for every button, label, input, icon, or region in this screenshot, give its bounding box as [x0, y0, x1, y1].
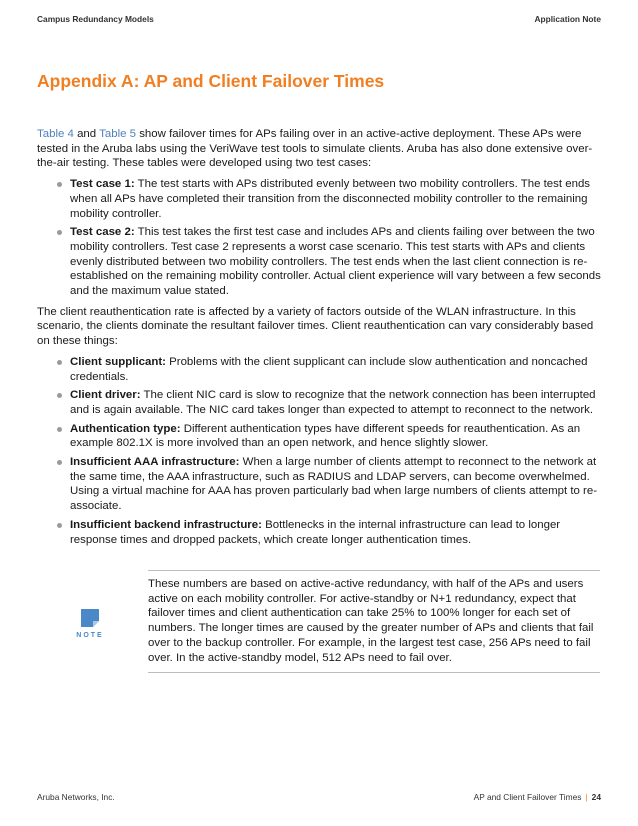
reauth-paragraph: The client reauthentication rate is affected by a variety of factors outside of the WLAN infrastructure. In this scenario, the clients dominate the resultant failover times. Client reauthentication can vary considerably based on these things:: [37, 305, 594, 348]
list-item-term: Insufficient AAA infrastructure:: [70, 456, 240, 469]
list-item: [37, 455, 602, 514]
footer-company: Aruba Networks, Inc.: [37, 792, 115, 802]
list-item-text: When a large number of clients attempt to reconnect to the network at the same time, the AAA infrastructure, such as RADIUS and LDAP servers, can become overwhelmed. Using a virtual machine for AAA has proven particularly bad when large numbers of clients attempt to re-associate.: [70, 456, 598, 513]
list-item-text: This test takes the first test case and includes APs and clients failing over between the two mobility controllers. Test case 2 represents a worst case scenario. This test starts with APs and clients evenly distributed between two mobility controllers. The test ends when the last client connection is re-established on the remaining mobility controller. Actual client experience will vary between a few seconds and the maximum value stated.: [70, 226, 601, 298]
body-content: [37, 127, 602, 553]
list-item-term: Insufficient backend infrastructure:: [70, 518, 262, 531]
list-item-term: Client supplicant:: [70, 355, 166, 368]
list-item-text: The test starts with APs distributed evenly between two mobility controllers. The test ends when all APs have completed their transition from the disconnected mobility controller to the remaining mobility controller.: [70, 178, 591, 220]
list-item-text: Different authentication types have different speeds for reauthentication. As an example 802.1X is more involved than an open network, and hence slightly slower.: [70, 422, 581, 450]
running-footer: [37, 792, 601, 802]
table-5-link[interactable]: Table 5: [99, 128, 137, 140]
list-item: [37, 422, 602, 451]
note-box: [148, 570, 600, 673]
list-item: [37, 225, 602, 299]
footer-section-title: AP and Client Failover Times: [473, 792, 582, 802]
list-item-term: Authentication type:: [70, 422, 181, 435]
intro-text: show failover times for APs failing over in an active-active deployment. These APs were tested in the Aruba labs using the VeriWave test tools to simulate clients. Aruba has also done extensive over-the-air testing. These tables were developed using two test cases:: [37, 128, 593, 170]
intro-and: and: [73, 128, 100, 140]
note-icon: [79, 607, 101, 629]
list-item: [37, 177, 602, 221]
list-item-term: Client driver:: [70, 389, 141, 402]
factor-list: [37, 355, 602, 547]
list-item-text: Problems with the client supplicant can include slow authentication and noncached credentials.: [70, 355, 588, 383]
list-item: [37, 355, 602, 384]
note-label: NOTE: [76, 632, 104, 639]
page-number: 24: [591, 792, 601, 802]
list-item: [37, 518, 602, 547]
footer-separator: |: [585, 792, 588, 802]
list-item-text: Bottlenecks in the internal infrastructure can lead to longer response times and dropped packets, which create longer authentication times.: [70, 518, 561, 546]
intro-paragraph: [37, 127, 602, 171]
header-doc-title: Campus Redundancy Models: [37, 14, 154, 24]
list-item: [37, 388, 602, 417]
header-doc-type: Application Note: [534, 14, 601, 24]
running-header: [37, 14, 601, 24]
note-badge: [70, 607, 110, 639]
list-item-text: The client NIC card is slow to recognize that the network connection has been interrupted and is again available. The NIC card takes longer than expected to attempt to reconnect to the network.: [70, 389, 596, 416]
list-item-term: Test case 1:: [70, 178, 135, 191]
page-title: Appendix A: AP and Client Failover Times: [37, 71, 385, 91]
footer-right: [474, 792, 601, 802]
list-item-term: Test case 2:: [70, 226, 135, 239]
test-case-list: [37, 177, 602, 299]
table-4-link[interactable]: Table 4: [37, 128, 74, 140]
note-text: These numbers are based on active-active redundancy, with half of the APs and users active on each mobility controller. For active-standby or N+1 redundancy, expect that failover times and client authentication can take 25% to 100% longer for each set of numbers. The longer times are caused by the greater number of APs and clients that fail over to the backup controller. For example, in the largest test case, 256 APs need to fail over. In the active-standby model, 512 APs need to fail over.: [148, 578, 594, 664]
